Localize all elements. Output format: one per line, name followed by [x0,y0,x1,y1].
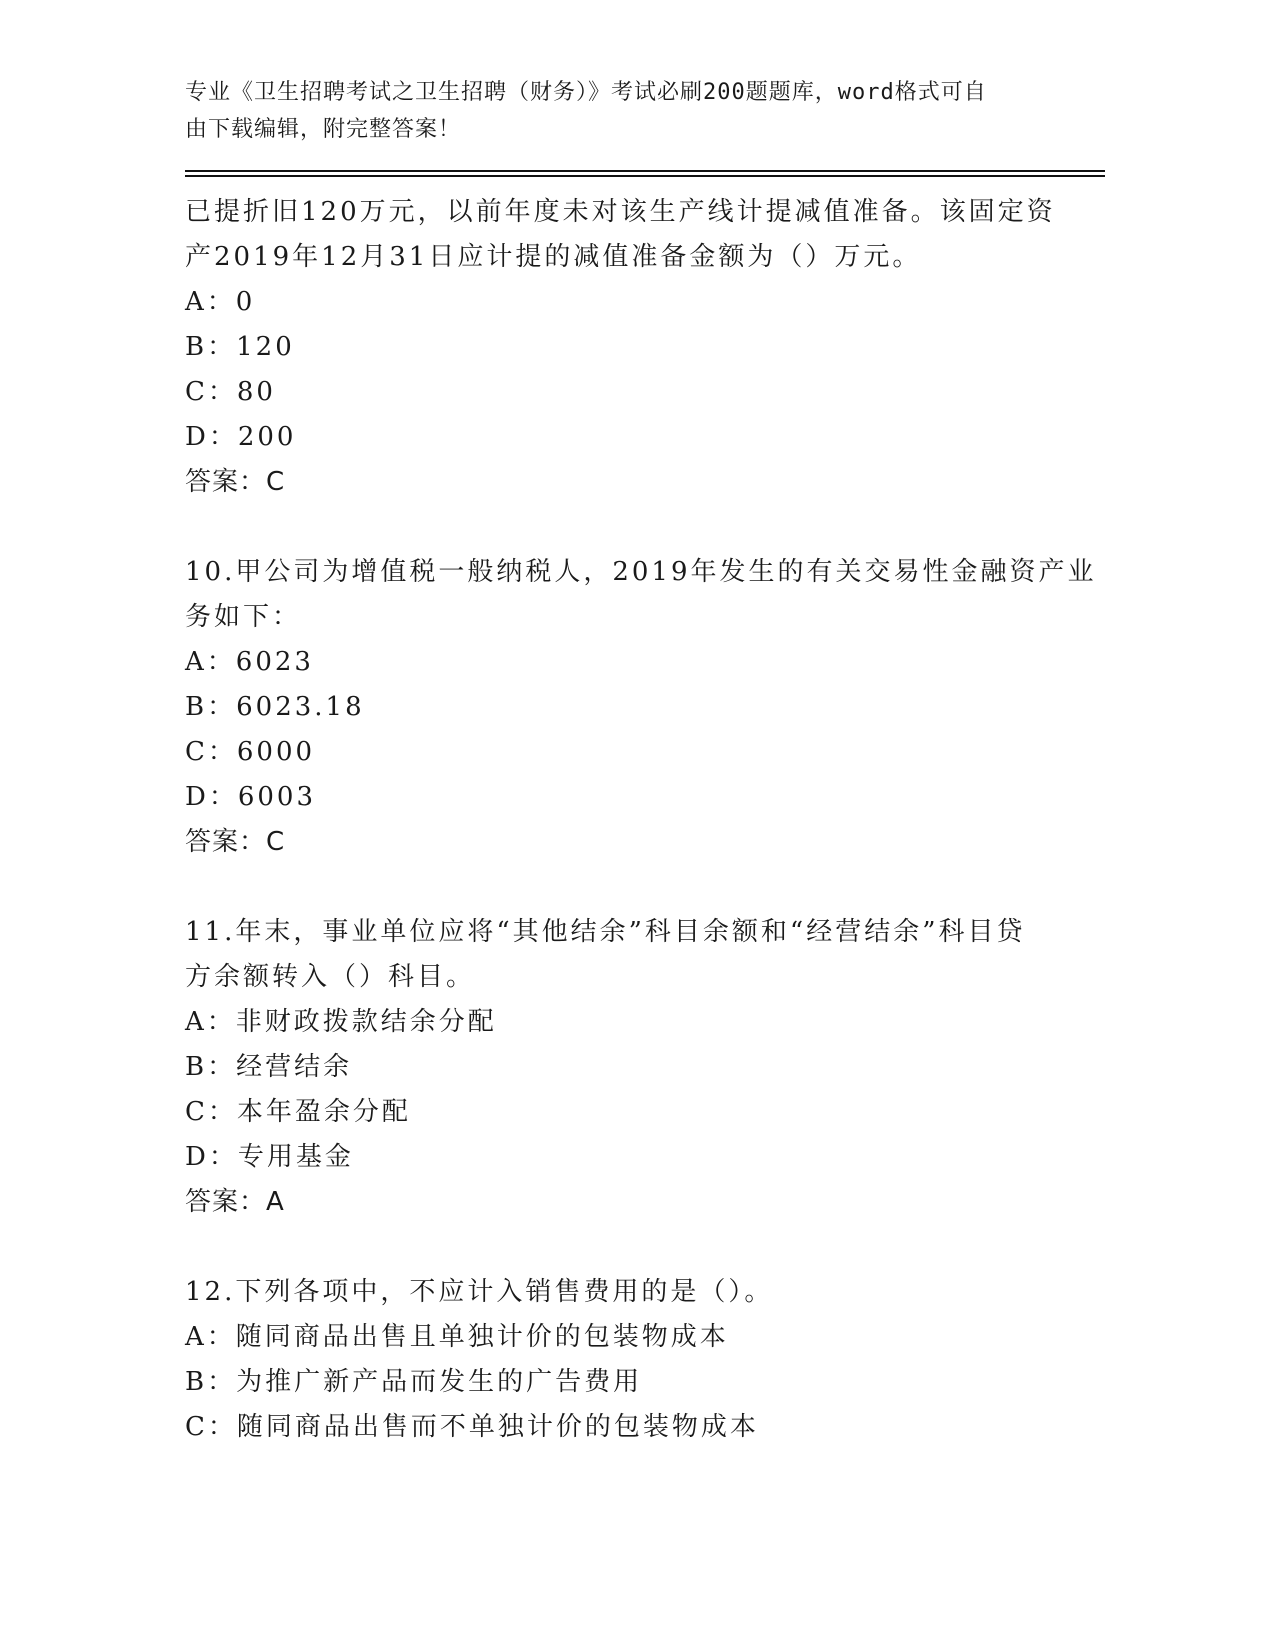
question-10 [185,550,1105,865]
spacer [185,1225,1105,1270]
question-stem: 产2019年12月31日应计提的减值准备金额为（）万元。 [185,242,922,272]
option-c: C：6000 [185,737,316,767]
header-line-2: 由下载编辑，附完整答案！ [185,117,462,142]
question-11 [185,910,1105,1225]
question-stem: 务如下： [185,602,302,632]
option-b: B：6023.18 [185,692,365,722]
answer-line: 答案：A [185,1187,285,1217]
option-a: A：非财政拨款结余分配 [185,1007,497,1037]
question-stem: 10.甲公司为增值税一般纳税人，2019年发生的有关交易性金融资产业 [185,557,1097,587]
option-c: C：随同商品出售而不单独计价的包装物成本 [185,1412,759,1442]
header-line-1: 专业《卫生招聘考试之卫生招聘（财务）》考试必刷200题题库，word格式可自 [185,80,987,105]
question-list [185,190,1105,1450]
question-12 [185,1270,1105,1450]
option-d: D：200 [185,422,297,452]
option-b: B：经营结余 [185,1052,353,1082]
option-c: C：本年盈余分配 [185,1097,411,1127]
option-a: A：随同商品出售且单独计价的包装物成本 [185,1322,729,1352]
answer-line: 答案：C [185,467,286,497]
document-header [185,74,1075,148]
question-stem: 已提折旧120万元，以前年度未对该生产线计提减值准备。该固定资 [185,197,1056,227]
option-b: B：120 [185,332,295,362]
option-b: B：为推广新产品而发生的广告费用 [185,1367,643,1397]
question-stem: 12.下列各项中，不应计入销售费用的是（）。 [185,1277,774,1307]
question-stem: 11.年末，事业单位应将“其他结余”科目余额和“经营结余”科目贷 [185,917,1026,947]
question-9 [185,190,1105,505]
option-a: A：0 [185,287,256,317]
spacer [185,505,1105,550]
option-c: C：80 [185,377,276,407]
option-a: A：6023 [185,647,314,677]
header-rule-bottom [185,175,1105,177]
answer-line: 答案：C [185,827,286,857]
spacer [185,865,1105,910]
option-d: D：专用基金 [185,1142,354,1172]
header-rule-top [185,170,1105,172]
question-stem: 方余额转入（）科目。 [185,962,476,992]
option-d: D：6003 [185,782,317,812]
